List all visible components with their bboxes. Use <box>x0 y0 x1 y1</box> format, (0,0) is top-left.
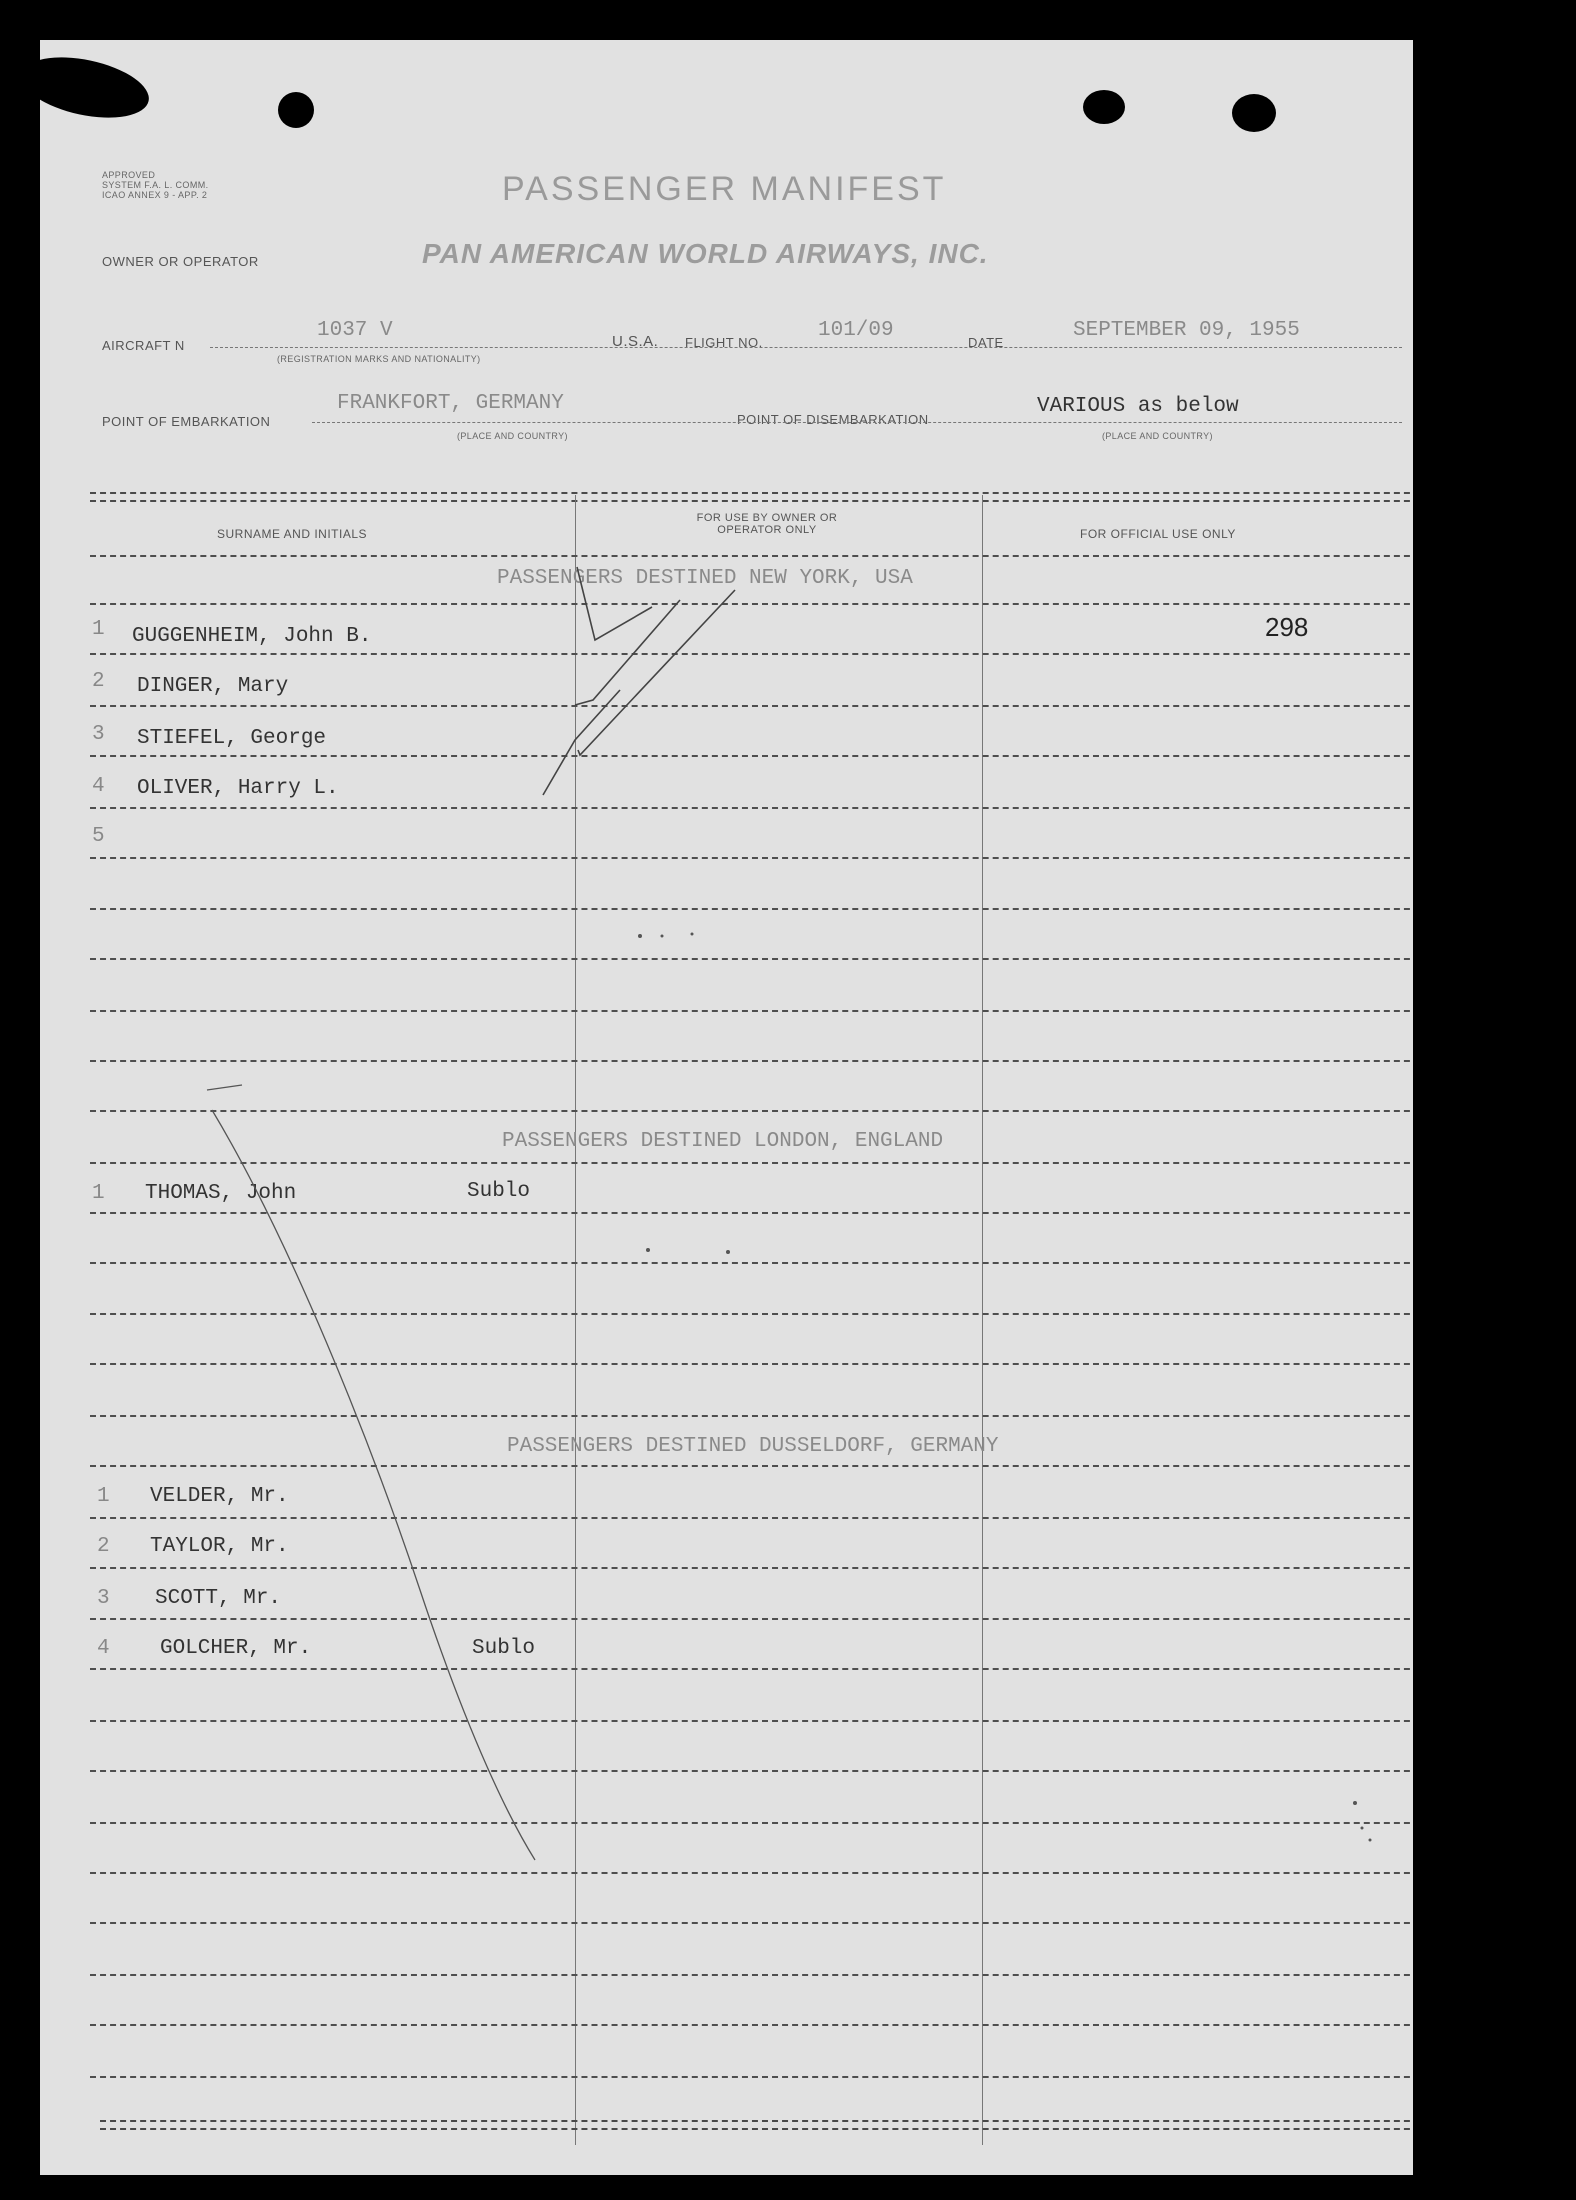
embarkation-caption: (PLACE AND COUNTRY) <box>457 431 568 441</box>
table-bottom-rule <box>100 2120 1413 2122</box>
checkmark <box>543 690 620 795</box>
group-heading-london: PASSENGERS DESTINED LONDON, ENGLAND <box>502 1130 944 1153</box>
col-owner-header: FOR USE BY OWNER OR OPERATOR ONLY <box>696 512 838 536</box>
col-surname-header: SURNAME AND INITIALS <box>217 527 368 541</box>
passenger-name: GUGGENHEIM, John B. <box>132 625 372 648</box>
passenger-name: OLIVER, Harry L. <box>137 777 339 800</box>
passenger-name: TAYLOR, Mr. <box>150 1535 289 1558</box>
row-number: 4 <box>97 1637 110 1660</box>
date-value: SEPTEMBER 09, 1955 <box>1073 319 1300 342</box>
date-label: DATE <box>968 335 1004 350</box>
checkmark <box>577 567 652 640</box>
checkmark <box>575 600 680 705</box>
registration-caption: (REGISTRATION MARKS AND NATIONALITY) <box>277 354 481 364</box>
row-number: 1 <box>92 1182 105 1205</box>
aircraft-label: AIRCRAFT N <box>102 338 185 353</box>
aircraft-value: 1037 V <box>317 319 393 342</box>
embarkation-label: POINT OF EMBARKATION <box>102 414 271 429</box>
flight-value: 101/09 <box>818 319 894 342</box>
passenger-name: THOMAS, John <box>145 1182 297 1205</box>
passenger-name: SCOTT, Mr. <box>155 1587 282 1610</box>
row-number: 1 <box>97 1485 110 1508</box>
group-heading-dusseldorf: PASSENGERS DESTINED DUSSELDORF, GERMANY <box>507 1435 999 1458</box>
row-number: 4 <box>92 775 105 798</box>
row-number: 2 <box>92 670 105 693</box>
manifest-sheet <box>40 40 1413 2175</box>
embarkation-value: FRANKFORT, GERMANY <box>337 392 564 415</box>
flight-label: FLIGHT NO. <box>685 335 763 350</box>
disembarkation-caption: (PLACE AND COUNTRY) <box>1102 431 1213 441</box>
pencil-stroke <box>207 1085 535 1860</box>
checkmark-group <box>543 567 735 795</box>
owner-label: OWNER OR OPERATOR <box>102 254 259 269</box>
official-number: 298 <box>1265 612 1309 642</box>
row-number: 2 <box>97 1535 110 1558</box>
approval-line-3: ICAO ANNEX 9 - APP. 2 <box>102 190 208 200</box>
row-number: 3 <box>92 723 105 746</box>
page-title: PASSENGER MANIFEST <box>502 170 947 208</box>
pencil-marks <box>40 40 1413 2175</box>
row-number: 1 <box>92 618 105 641</box>
group-heading-new-york: PASSENGERS DESTINED NEW YORK, USA <box>497 567 913 590</box>
passenger-note: Sublo <box>467 1180 531 1203</box>
approval-line-2: SYSTEM F.A. L. COMM. <box>102 180 209 190</box>
table-bottom-rule-2 <box>100 2128 1413 2130</box>
passenger-name: STIEFEL, George <box>137 727 327 750</box>
nationality: U.S.A. <box>612 333 659 350</box>
disembarkation-label: POINT OF DISEMBARKATION <box>737 412 929 427</box>
passenger-name: VELDER, Mr. <box>150 1485 289 1508</box>
owner-value: PAN AMERICAN WORLD AIRWAYS, INC. <box>422 238 989 269</box>
row-number: 5 <box>92 825 105 848</box>
col-official-header: FOR OFFICIAL USE ONLY <box>1080 527 1236 541</box>
passenger-name: GOLCHER, Mr. <box>160 1637 312 1660</box>
stray-marks <box>638 933 1372 1842</box>
checkmark <box>578 590 735 755</box>
disembarkation-value: VARIOUS as below <box>1037 395 1239 418</box>
row-number: 3 <box>97 1587 110 1610</box>
passenger-note: Sublo <box>472 1637 536 1660</box>
passenger-name: DINGER, Mary <box>137 675 289 698</box>
approval-line-1: APPROVED <box>102 170 156 180</box>
